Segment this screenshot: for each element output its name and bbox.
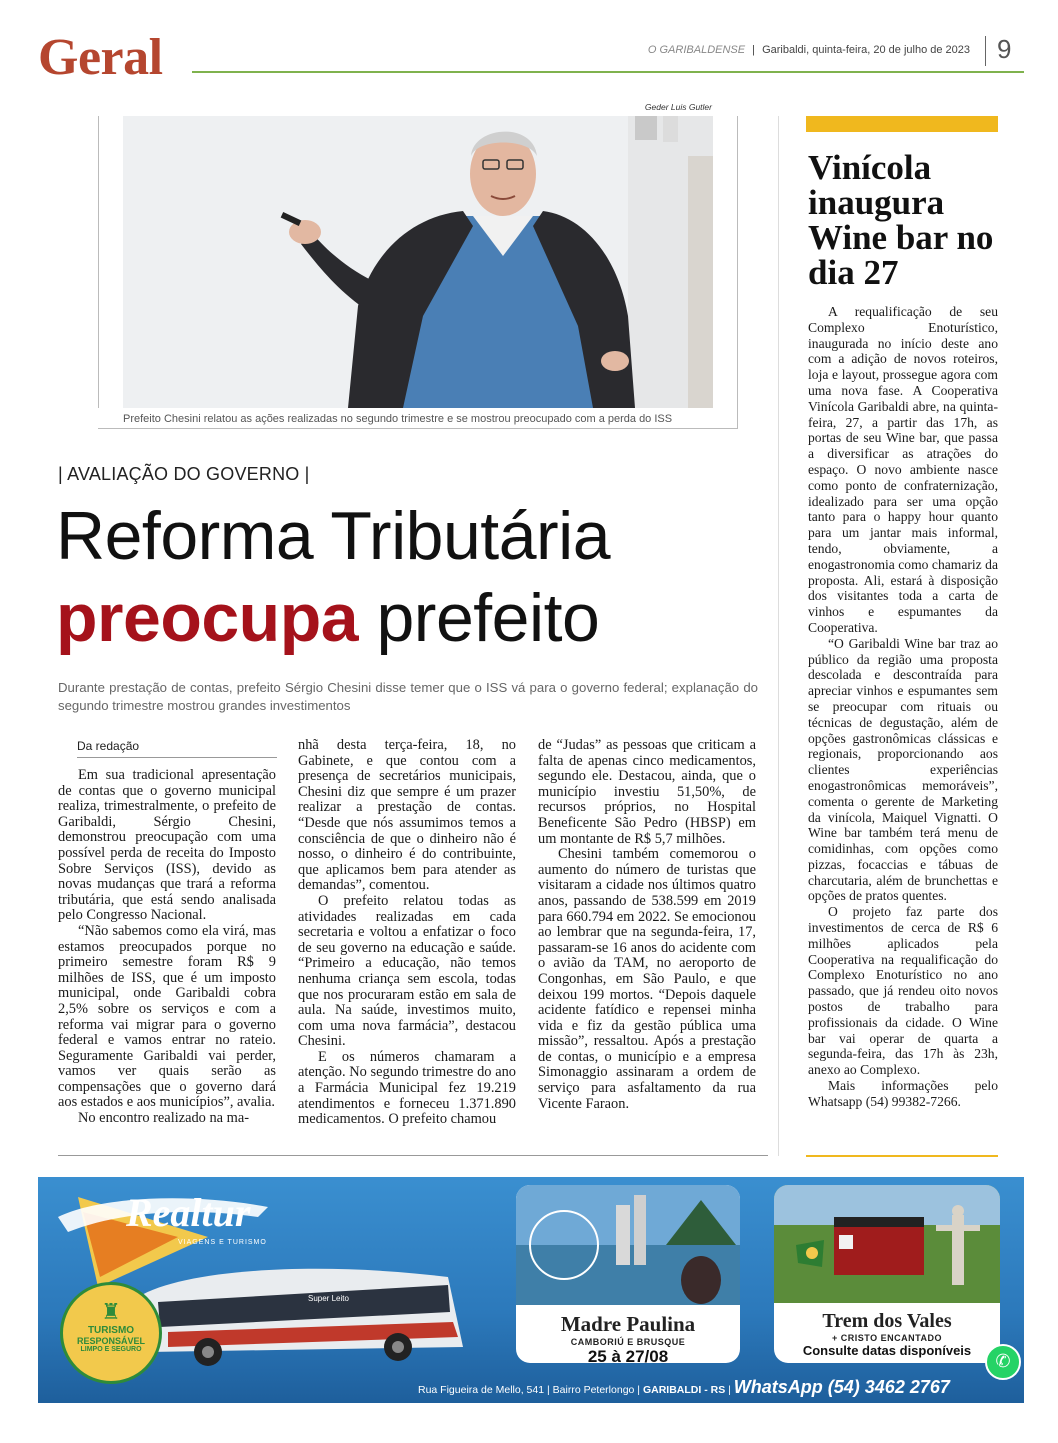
camboriu-photo (516, 1185, 740, 1305)
publication-name: O GARIBALDENSE (647, 44, 746, 56)
tour1-date: 25 à 27/08 (587, 1347, 669, 1363)
realtur-brand: Realtur (126, 1190, 251, 1235)
tour2-title: Trem dos Vales (822, 1310, 952, 1332)
sidebar-paragraph: “O Garibaldi Wine bar traz ao público da região uma proposta descolada e descontraída para apreciar vinhos e espumantes sem se preocupar com rituais ou técnicas de degustação, além de opções gastronômicas clássicas e regionais, proporcionando aos clientes experiências enogastronômicas memoráveis”, comenta o gerente de Marketing da vinícola, Maiquel Vignatti. O Wine bar também terá menu de comidinhas, com opções como pizzas, focaccias e tábuas de charcutaria, além de brunchettas e opções de pratos quentes. (808, 635, 998, 904)
article-subtitle: Durante prestação de contas, prefeito Sérgio Chesini disse temer que o ISS vá para o governo federal; explanação do segundo trimestre mostrou grandes investimentos (58, 680, 758, 713)
mayor-illustration (123, 116, 713, 408)
caption-rule (98, 428, 738, 429)
bus-illustration (128, 1257, 468, 1377)
page-number: 9 (997, 34, 1012, 64)
photo-caption: Prefeito Chesini relatou as ações realizadas no segundo trimestre e se mostrou preocupado com a perda do ISS (123, 413, 673, 425)
photo-credit: Geder Luis Gutler (644, 102, 712, 112)
col2-paragraph: O prefeito relatou todas as atividades realizadas em cada secretaria e voltou a enfatizar o foco de seu governo na educação e saúde. “Primeiro a educação, não temos nenhuma criança sem escola, todas que nos procuraram estão em sala de aula. Na saúde, investimos muito, com uma nova farmácia”, destacou Chesini. (298, 892, 516, 1050)
article-kicker: | AVALIAÇÃO DO GOVERNO | (58, 464, 310, 484)
col2-paragraph: nhã desta terça-feira, 18, no Gabinete, e que contou com a presença de secretários municipais, Chesini diz que sempre é um prazer realizar a prestação de contas. “Desde que nós assumimos temos a consciência de que o dinheiro não é nosso, o dinheiro é do contribuinte, que aplicamos bem para atender as demandas”, comentou. (298, 737, 516, 894)
tour1-title: Madre Paulina (560, 1312, 696, 1336)
article-bottom-rule (58, 1155, 768, 1156)
whatsapp-number[interactable]: WhatsApp (54) 3462 2767 (733, 1377, 950, 1397)
tour2-note: Consulte datas disponíveis (802, 1343, 972, 1358)
tour2-subtitle: + CRISTO ENCANTADO (832, 1333, 942, 1343)
sidebar-paragraph: Mais informações pelo Whatsapp (54) 99382-7266. (808, 1078, 998, 1109)
sidebar-headline: Vinícola inaugura Wine bar no dia 27 (808, 148, 994, 292)
tourism-badge (60, 1282, 162, 1384)
article-column-divider (778, 116, 779, 1156)
tour1-subtitle: CAMBORIÚ E BRUSQUE (570, 1337, 686, 1347)
headline-line-2 (56, 578, 599, 658)
header-separator: | (752, 44, 756, 56)
page-number-divider (985, 36, 986, 66)
address-city: GARIBALDI - RS (642, 1384, 726, 1396)
address-separator: | (547, 1384, 553, 1396)
headline-red-word: preocupa (56, 580, 359, 656)
section-title: Geral (38, 29, 163, 86)
realtur-brand-sub: VIAGENS E TURISMO (178, 1239, 267, 1246)
col3-paragraph: Chesini também comemorou o aumento do número de turistas que visitaram a cidade nos últimos quatro anos, passando de 538.599 em 2019 para 660.794 em 2022. Se emocionou ao lembrar que na segunda-feira, 17, passaram-se 16 anos do acidente com o avião da TAM, no aeroporto de Congonhas, em São Paulo, e que deixou 199 mortos. “Depois daquele acidente fatídico e repensei minha vida e fiz da gestão pública uma missão”, ressaltou. Após a prestação de contas, o município e a empresa Simonaggio assinaram a ordem de serviço para asfaltamento da rua Vicente Faraon. (538, 846, 756, 1112)
headline-line-1: Reforma Tributária (56, 498, 611, 574)
headline-rest: prefeito (376, 580, 600, 656)
sidebar-paragraph: A requalificação de seu Complexo Enoturístico, inaugurada no início deste ano com a adição de novos roteiros, loja e layout, prossegue agora com uma nova fase. A Cooperativa Vinícola Garibaldi abre, na quinta-feira, 27, a partir das 17h, as portas de seu Wine bar, que passa a diversificar as atrações do espaço. O novo ambiente nasce como ponto de confraternização, idealizado para ser uma opção tanto para o happy hour quanto para um jantar mais informal, tendo, obviamente, a enogastronomia como chamariz da proposta. Ali, estará à disposição dos visitantes toda a carta de vinhos e espumantes da Cooperativa. (808, 304, 998, 635)
address-street: Rua Figueira de Mello, 541 (418, 1384, 545, 1396)
address-neighborhood: Bairro Peterlongo (552, 1384, 635, 1396)
realtur-ad[interactable] (38, 1177, 1024, 1403)
badge-line-2: RESPONSÁVEL (76, 1336, 145, 1346)
header-rule (192, 71, 1024, 73)
col1-paragraph: Em sua tradicional apresentação de contas que o governo municipal realiza, trimestralmente, o prefeito de Garibaldi, Sérgio Chesini, demonstrou preocupação com uma possível perda de receita do Imposto Sobre Serviços (ISS), devido as novas mudanças que trará a reforma tributária, que está sendo analisada pelo Congresso Nacional. (58, 767, 276, 924)
article-column-2 (298, 738, 516, 1128)
photo-frame-left-rule (98, 116, 99, 408)
col1-paragraph: “Não sabemos como ela virá, mas estamos preocupados porque no primeiro semestre foram R$ 9 milhões de ISS, que é um imposto municipal, onde Garibaldi cobra 2,5% sobre os serviços e com a reforma vai migrar para o governo federal e vamos entrar no rateio. Seguramente Garibaldi vai perder, vamos ver quais serão as compensações que o governo dará aos estados e aos municípios”, avalia. (58, 922, 276, 1111)
sidebar-body (808, 304, 998, 1110)
badge-line-3: LIMPO E SEGURO (80, 1346, 142, 1353)
dateline: Garibaldi, quinta-feira, 20 de julho de 2023 (762, 44, 970, 56)
tour-card-trem-dos-vales[interactable] (774, 1185, 1000, 1363)
mayor-photo (123, 116, 713, 408)
col1-paragraph: No encontro realizado na ma- (78, 1110, 250, 1127)
sidebar-paragraph: O projeto faz parte dos investimentos de cerca de R$ 6 milhões aplicados pela Cooperativa na requalificação do Complexo Enoturístico no ano passado, que já rendeu oito novos postos de trabalho para profissionais da cidade. O Wine bar vai operar de quarta a segunda-feira, das 17h às 23h, anexo ao Complexo. (808, 904, 998, 1078)
address-separator: | (637, 1384, 643, 1396)
byline: Da redação (77, 739, 140, 753)
col3-paragraph: de “Judas” as pessoas que criticam a falta de apenas cinco medicamentos, segundo ele. Destacou, ainda, que o município investiu 51,50%, de recursos próprios, no Hospital Beneficente São Pedro (HBSP) em um montante de R$ 5,7 milhões. (538, 737, 756, 847)
article-column-3 (538, 738, 756, 1112)
sidebar-bottom-rule (806, 1155, 998, 1157)
tour-card-madre-paulina[interactable] (516, 1185, 740, 1363)
col2-paragraph: E os números chamaram a atenção. No segundo trimestre do ano a Farmácia Municipal fez 19.219 atendimentos e forneceu 1.371.890 medicamentos. O prefeito chamou (298, 1048, 516, 1128)
photo-frame-right-rule (737, 116, 738, 428)
address-separator: | (728, 1384, 734, 1396)
badge-icon: ♜ (101, 1299, 121, 1324)
badge-line-1: TURISMO (87, 1325, 135, 1336)
bus-label: Super Leito (308, 1294, 349, 1303)
byline-rule (77, 757, 277, 758)
header-dateline-row (600, 44, 970, 56)
whatsapp-icon[interactable]: ✆ (985, 1344, 1021, 1380)
sidebar-accent-bar (806, 116, 998, 132)
article-column-1 (58, 768, 276, 1127)
ad-contact-bar (418, 1375, 1018, 1399)
train-photo (774, 1185, 1000, 1303)
